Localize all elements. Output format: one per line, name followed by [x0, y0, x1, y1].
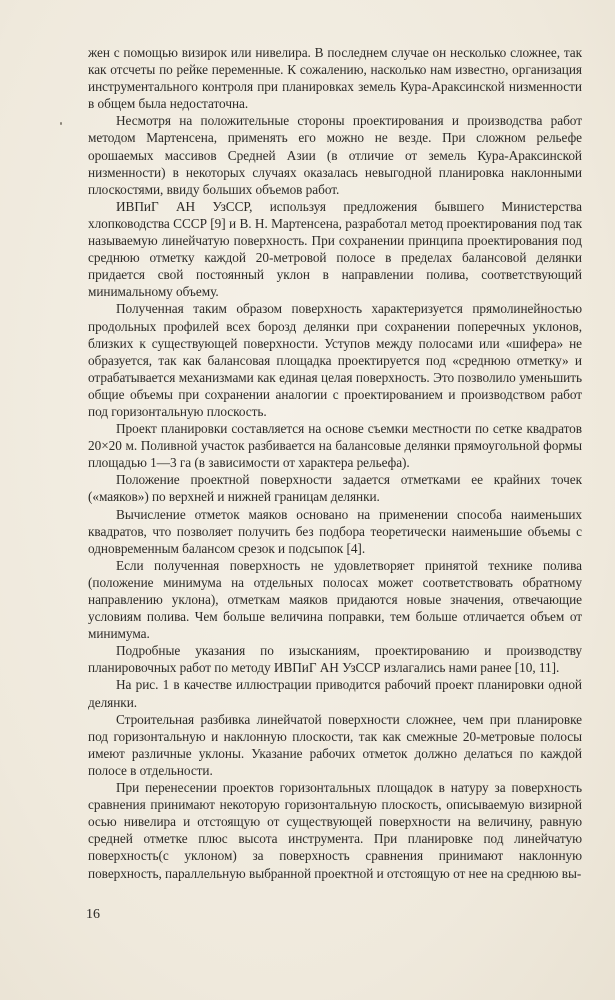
body-text — [88, 44, 582, 882]
paragraph-7: Вычисление отметок маяков основано на применении способа наименьших квадратов, что позволяет получить без подбора теоретически наименьшие объемы с одновременным балансом срезок и подсыпок [4]. — [88, 506, 582, 556]
paragraph-2: Несмотря на положительные стороны проектирования и производства работ методом Мартенсена, применять его можно не везде. При сложном рельефе орошаемых массивов Средней Азии (в отличие от земель Кура-Араксинской низменности) в некоторых случаях оказалась невыгодной планировка наклонными плоскостями, ввиду больших объемов работ. — [88, 113, 582, 197]
paragraph-10: На рис. 1 в качестве иллюстрации приводится рабочий проект планировки одной делянки. — [88, 677, 582, 710]
paragraph-5: Проект планировки составляется на основе съемки местности по сетке квадратов 20×20 м. Поливной участок разбивается на балансовые делянки прямоугольной формы площадью 1—3 га (в зависимости от характера рельефа). — [88, 421, 582, 471]
paragraph-9: Подробные указания по изысканиям, проектированию и производству планировочных работ по методу ИВПиГ АН УзССР излагались нами ранее [10, 11]. — [88, 643, 582, 676]
paragraph-8: Если полученная поверхность не удовлетворяет принятой технике полива (положение минимума на отдельных полосах может соответствовать обратному направлению уклона), отметкам маяков придаются новые значения, отвечающие условиям полива. Чем больше величина поправки, тем больше отличается объем от минимума. — [88, 557, 582, 642]
paragraph-6: Положение проектной поверхности задается отметками ее крайних точек («маяков») по верхней и нижней границам делянки. — [88, 472, 582, 505]
margin-mark — [60, 122, 62, 125]
paragraph-12: При перенесении проектов горизонтальных площадок в натуру за поверхность сравнения принимают некоторую горизонтальную плоскость, описываемую визирной осью нивелира и отстоящую от существующей поверхности на величину, равную средней отметке плюс высота инструмента. При планировке под линейчатую поверхность(с уклоном) за поверхность сравнения принимают наклонную поверхность, параллельную выбранной проектной и отстоящую от нее на среднюю вы- — [88, 780, 582, 881]
paragraph-1: жен с помощью визирок или нивелира. В последнем случае он несколько сложнее, так как отсчеты по рейке переменные. К сожалению, насколько нам известно, организация инструментального контроля при планировках земель Кура-Араксинской низменности в общем была недостаточна. — [88, 45, 582, 112]
paragraph-4: Полученная таким образом поверхность характеризуется прямолинейностью продольных профилей всех борозд делянки при сохранении поперечных уклонов, близких к существующей поверхности. Уступов между полосами или «шифера» не образуется, так как балансовая площадка проектируется под «среднюю отметку» и отрабатывается механизмами как единая целая поверхность. Это позволило уменьшить общие объемы при сохранении аналогии с проектированием и производством работ под горизонтальную плоскость. — [88, 301, 582, 419]
paragraph-11: Строительная разбивка линейчатой поверхности сложнее, чем при планировке под горизонтальную и наклонную плоскости, так как смежные 20-метровые полосы имеют различные уклоны. Указание рабочих отметок должно делаться по каждой полосе в отдельности. — [88, 711, 582, 778]
page-number: 16 — [86, 907, 100, 922]
paragraph-3: ИВПиГ АН УзССР, используя предложения бывшего Министерства хлопководства СССР [9] и В. Н. Мартенсена, разработал метод проектирования под так называемую линейчатую поверхность. При сохранении принципа проектирования под среднюю отметку каждой 20-метровой полосе в пределах балансовой делянки придается свой постоянный уклон в направлении полива, соответствующий минимальному объему. — [88, 198, 582, 300]
